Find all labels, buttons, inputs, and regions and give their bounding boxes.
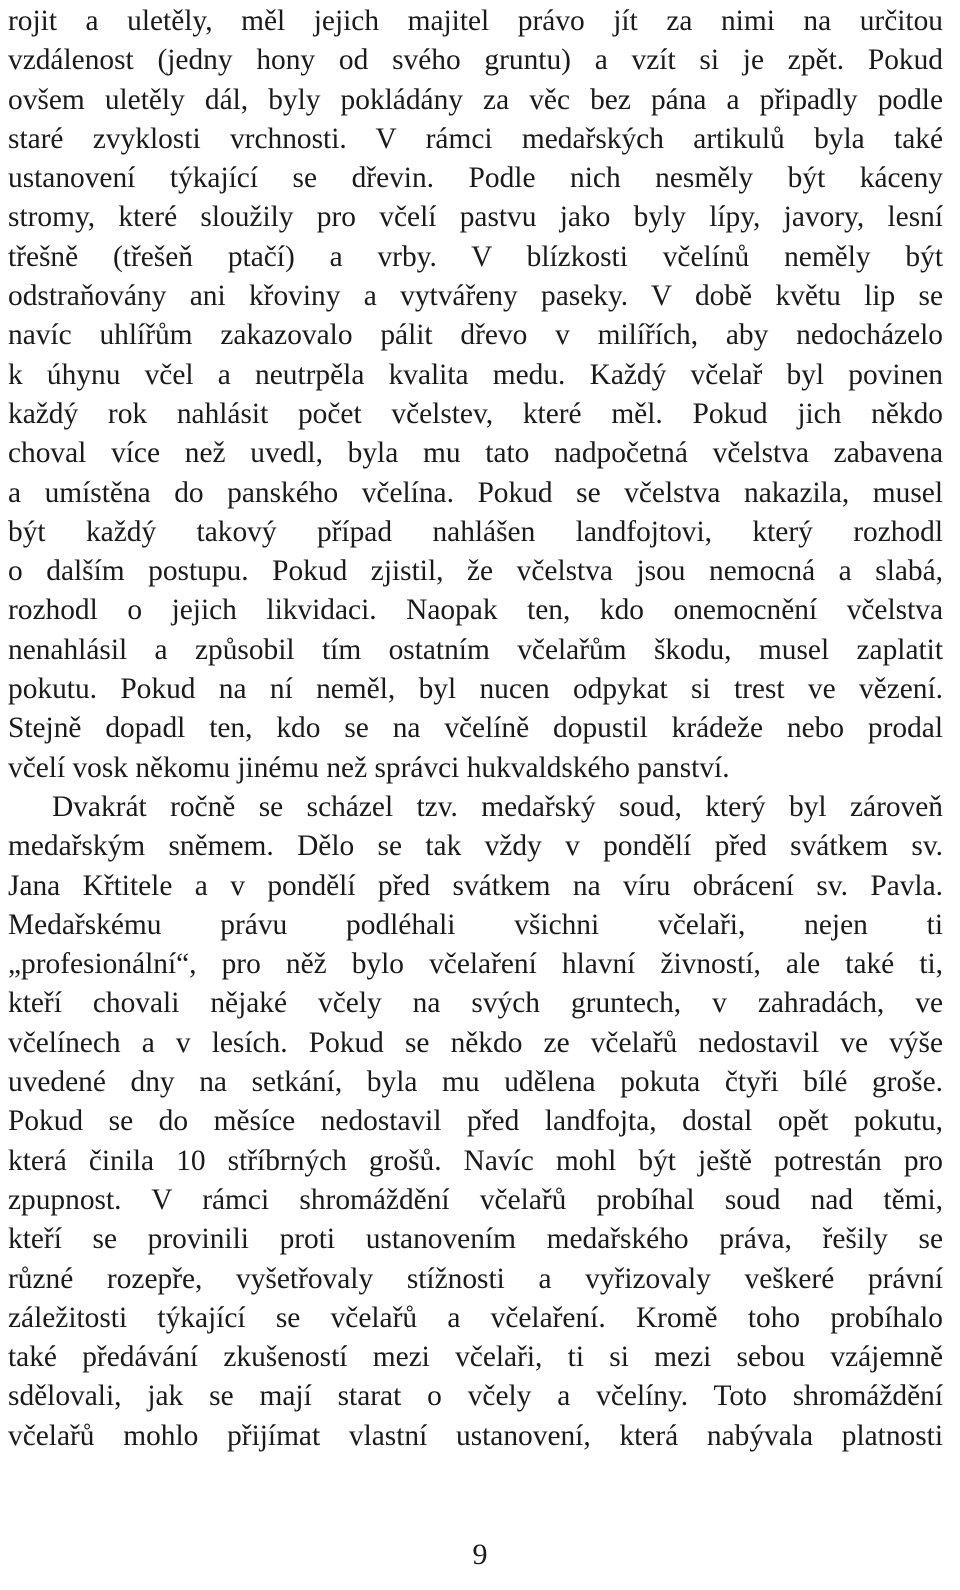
text-line: navíc uhlířům zakazovalo pálit dřevo v milířích, aby nedocházelo xyxy=(8,319,943,352)
text-line: včelařů mohlo přijímat vlastní ustanovení, která nabývala platnosti xyxy=(8,1419,943,1452)
document-page xyxy=(8,2,943,1456)
text-line: stromy, které sloužily pro včelí pastvu jako byly lípy, javory, lesní xyxy=(8,201,943,234)
paragraph-1 xyxy=(8,2,943,788)
text-line: záležitosti týkající se včelařů a včelaření. Kromě toho probíhalo xyxy=(8,1301,943,1334)
text-line: staré zvyklosti vrchnosti. V rámci medařských artikulů byla také xyxy=(8,122,943,155)
text-line: včelínech a v lesích. Pokud se někdo ze včelařů nedostavil ve výše xyxy=(8,1026,943,1059)
text-line: také předávání zkušeností mezi včelaři, ti si mezi sebou vzájemně xyxy=(8,1341,943,1374)
text-line: ovšem uletěly dál, byly pokládány za věc bez pána a připadly podle xyxy=(8,83,943,116)
text-line: „profesionální“, pro něž bylo včelaření hlavní živností, ale také ti, xyxy=(8,948,943,981)
text-line: ustanovení týkající se dřevin. Podle nich nesměly být káceny xyxy=(8,162,943,195)
text-line: uvedené dny na setkání, byla mu udělena pokuta čtyři bílé groše. xyxy=(8,1066,943,1099)
text-line: rozhodl o jejich likvidaci. Naopak ten, kdo onemocnění včelstva xyxy=(8,594,943,627)
text-line: choval více než uvedl, byla mu tato nadpočetná včelstva zabavena xyxy=(8,437,943,470)
paragraph-2 xyxy=(8,788,943,1456)
text-line: pokutu. Pokud na ní neměl, byl nucen odpykat si trest ve vězení. xyxy=(8,673,943,706)
text-line: být každý takový případ nahlášen landfojtovi, který rozhodl xyxy=(8,515,943,548)
text-line: vzdálenost (jedny hony od svého gruntu) a vzít si je zpět. Pokud xyxy=(8,44,943,77)
text-line: včelí vosk někomu jinému než správci hukvaldského panství. xyxy=(8,751,730,784)
text-line: odstraňovány ani křoviny a vytvářeny paseky. V době květu lip se xyxy=(8,280,943,313)
text-line: třešně (třešeň ptačí) a vrby. V blízkosti včelínů neměly být xyxy=(8,240,943,273)
text-line: kteří se provinili proti ustanovením medařského práva, řešily se xyxy=(8,1223,943,1256)
text-line: Pokud se do měsíce nedostavil před landfojta, dostal opět pokutu, xyxy=(8,1105,943,1138)
text-line: kteří chovali nějaké včely na svých gruntech, v zahradách, ve xyxy=(8,987,943,1020)
text-line: Dvakrát ročně se scházel tzv. medařský soud, který byl zároveň xyxy=(52,790,943,823)
text-line: která činila 10 stříbrných grošů. Navíc mohl být ještě potrestán pro xyxy=(8,1144,943,1177)
text-line: o dalším postupu. Pokud zjistil, že včelstva jsou nemocná a slabá, xyxy=(8,555,943,588)
text-line: každý rok nahlásit počet včelstev, které měl. Pokud jich někdo xyxy=(8,397,943,430)
text-line: Medařskému právu podléhali všichni včelaři, nejen ti xyxy=(8,908,943,941)
page-number: 9 xyxy=(472,1538,488,1571)
text-line: rojit a uletěly, měl jejich majitel právo jít za nimi na určitou xyxy=(8,5,943,37)
text-line: medařským sněmem. Dělo se tak vždy v pondělí před svátkem sv. xyxy=(8,830,943,863)
text-line: nenahlásil a způsobil tím ostatním včelařům škodu, musel zaplatit xyxy=(8,633,943,666)
text-line: Jana Křtitele a v pondělí před svátkem na víru obrácení sv. Pavla. xyxy=(8,869,943,902)
text-line: a umístěna do panského včelína. Pokud se včelstva nakazila, musel xyxy=(8,476,943,509)
text-line: různé rozepře, vyšetřovaly stížnosti a vyřizovaly veškeré právní xyxy=(8,1262,943,1295)
text-line: sdělovali, jak se mají starat o včely a včelíny. Toto shromáždění xyxy=(8,1380,943,1413)
text-line: zpupnost. V rámci shromáždění včelařů probíhal soud nad těmi, xyxy=(8,1183,943,1216)
text-line: Stejně dopadl ten, kdo se na včelíně dopustil krádeže nebo prodal xyxy=(8,712,943,745)
text-line: k úhynu včel a neutrpěla kvalita medu. Každý včelař byl povinen xyxy=(8,358,943,391)
